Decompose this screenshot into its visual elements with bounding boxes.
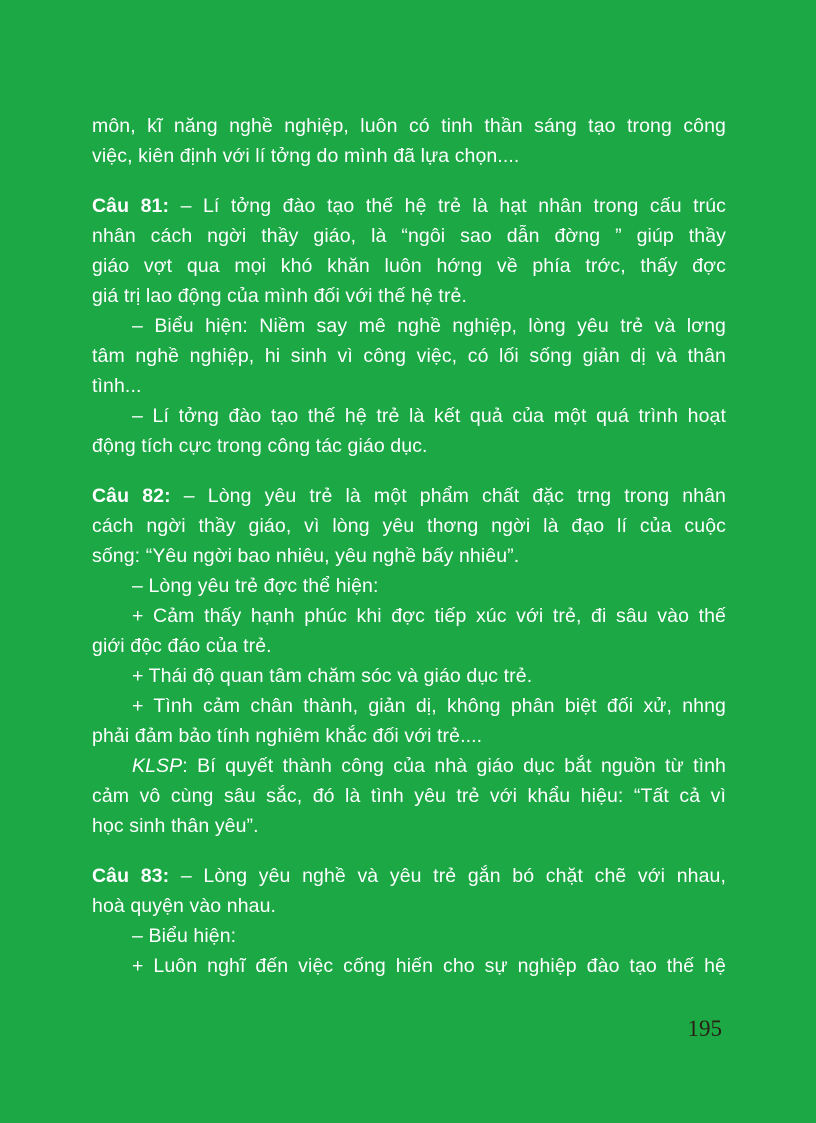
- text-line: – Biểu hiện:: [132, 925, 237, 947]
- text-line: – Biểu hiện: Niềm say mê nghề nghiệp, lòng yêu trẻ và lơng: [132, 315, 726, 337]
- text-line: + Cảm thấy hạnh phúc khi đợc tiếp xúc với trẻ, đi sâu vào thế: [132, 605, 726, 627]
- text-span: : Bí quyết thành công của nhà giáo dục bắt nguồn từ tình: [182, 755, 726, 777]
- text-line: cách ngời thầy giáo, vì lòng yêu thơng ngời là đạo lí của cuộc: [92, 515, 726, 537]
- text-line: – Lí tởng đào tạo thế hệ trẻ là kết quả của một quá trình hoạt: [132, 405, 726, 427]
- question-81-heading-line: [92, 191, 726, 221]
- text-span: – Lòng yêu trẻ là một phẩm chất đặc trng trong nhân: [183, 485, 726, 507]
- text-line: việc, kiên định với lí tởng do mình đã lựa chọn....: [92, 145, 520, 167]
- question-82-heading-line: [92, 481, 726, 511]
- text-line: phải đảm bảo tính nghiêm khắc đối với trẻ....: [92, 725, 483, 747]
- klsp-abbreviation: KLSP: [132, 755, 183, 777]
- text-line: động tích cực trong công tác giáo dục.: [92, 435, 428, 457]
- text-line: sống: “Yêu ngời bao nhiêu, yêu nghề bấy nhiêu”.: [92, 545, 520, 567]
- page-number: 195: [687, 1016, 722, 1041]
- text-span: – Lí tởng đào tạo thế hệ trẻ là hạt nhân trong cấu trúc: [180, 195, 727, 217]
- text-line: cảm vô cùng sâu sắc, đó là tình yêu trẻ với khẩu hiệu: “Tất cả vì: [92, 785, 726, 807]
- text-line: + Thái độ quan tâm chăm sóc và giáo dục trẻ.: [132, 665, 533, 687]
- text-line: hoà quyện vào nhau.: [92, 895, 277, 917]
- text-line: môn, kĩ năng nghề nghiệp, luôn có tinh thần sáng tạo trong công: [92, 115, 726, 137]
- question-label: Câu 83:: [92, 865, 170, 887]
- text-line: nhân cách ngời thầy giáo, là “ngôi sao dẫn đờng ” giúp thầy: [92, 225, 726, 247]
- question-label: Câu 82:: [92, 485, 171, 507]
- text-span: – Lòng yêu nghề và yêu trẻ gắn bó chặt chẽ với nhau,: [180, 865, 726, 887]
- text-line: + Luôn nghĩ đến việc cống hiến cho sự nghiệp đào tạo thế hệ: [132, 955, 726, 977]
- question-83-heading-line: [92, 861, 726, 891]
- text-line: – Lòng yêu trẻ đợc thể hiện:: [132, 575, 379, 597]
- text-line: giá trị lao động của mình đối với thế hệ trẻ.: [92, 285, 467, 307]
- text-line: giáo vợt qua mọi khó khăn luôn hớng về phía trớc, thấy đợc: [92, 255, 726, 277]
- text-line: tình...: [92, 375, 142, 397]
- klsp-line: [92, 751, 726, 781]
- question-label: Câu 81:: [92, 195, 170, 217]
- text-line: học sinh thân yêu”.: [92, 815, 259, 837]
- text-line: giới độc đáo của trẻ.: [92, 635, 272, 657]
- text-line: tâm nghề nghiệp, hi sinh vì công việc, có lối sống giản dị và thân: [92, 345, 726, 367]
- text-line: + Tình cảm chân thành, giản dị, không phân biệt đối xử, nhng: [132, 695, 726, 717]
